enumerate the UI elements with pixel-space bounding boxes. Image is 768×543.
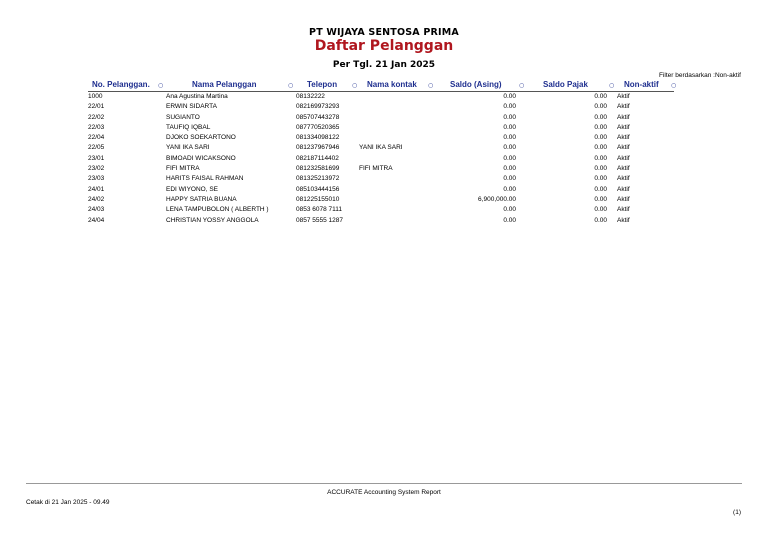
cell-nama: HAPPY SATRIA BUANA: [166, 195, 237, 203]
cell-status: Aktif: [617, 123, 630, 131]
cell-telepon: 081232581699: [296, 165, 340, 173]
table-row[interactable]: [0, 92, 768, 102]
cell-telepon: 081334098122: [296, 134, 340, 142]
cell-telepon: 0853 6078 7111: [296, 206, 343, 214]
col-header-pajak[interactable]: Saldo Pajak: [543, 80, 588, 89]
table-row[interactable]: [0, 174, 768, 184]
table-row[interactable]: [0, 185, 768, 195]
cell-status: Aktif: [617, 206, 630, 214]
table-row[interactable]: [0, 195, 768, 205]
cell-saldo: 0.00: [503, 93, 516, 100]
footer-page-number: (1): [733, 509, 741, 516]
table-row[interactable]: [0, 216, 768, 226]
cell-pajak: 0.00: [594, 154, 607, 162]
cell-pajak: 0.00: [594, 216, 607, 224]
cell-no: 24/03: [88, 206, 105, 214]
cell-status: Aktif: [617, 113, 630, 121]
sort-circle-icon[interactable]: ○: [352, 82, 358, 89]
col-header-no[interactable]: No. Pelanggan.: [92, 80, 150, 89]
cell-nama: FIFI MITRA: [166, 165, 200, 173]
table-row[interactable]: [0, 143, 768, 153]
cell-pajak: 0.00: [594, 134, 607, 142]
customer-table: [0, 92, 768, 226]
cell-telepon: 0857 5555 1287: [296, 216, 343, 224]
cell-saldo: 6,900,000.00: [478, 195, 516, 203]
cell-saldo: 0.00: [503, 154, 516, 162]
cell-telepon: 085103444156: [296, 185, 340, 193]
cell-telepon: 082169973293: [296, 103, 340, 111]
cell-no: 22/02: [88, 113, 105, 121]
cell-nama: EDI WIYONO, SE: [166, 185, 219, 193]
cell-pajak: 0.00: [594, 144, 607, 152]
cell-no: 22/04: [88, 134, 105, 142]
col-header-telepon[interactable]: Telepon: [307, 80, 338, 89]
cell-no: 24/04: [88, 216, 105, 224]
sort-circle-icon[interactable]: ○: [288, 82, 294, 89]
cell-pajak: 0.00: [594, 113, 607, 121]
footer-app-name: ACCURATE Accounting System Report: [327, 489, 441, 496]
cell-status: Aktif: [617, 165, 630, 173]
company-name: PT WIJAYA SENTOSA PRIMA: [309, 27, 459, 38]
cell-saldo: 0.00: [503, 165, 516, 173]
cell-pajak: 0.00: [594, 195, 607, 203]
cell-nama: SUGIANTO: [166, 113, 200, 121]
cell-nama: TAUFIQ IQBAL: [166, 123, 211, 131]
cell-pajak: 0.00: [594, 123, 607, 131]
cell-telepon: 08132222: [296, 93, 325, 100]
cell-nama: CHRISTIAN YOSSY ANGGOLA: [166, 216, 259, 224]
cell-nama: DJOKO SOEKARTONO: [166, 134, 236, 142]
cell-saldo: 0.00: [503, 175, 516, 183]
cell-status: Aktif: [617, 144, 630, 152]
cell-no: 23/02: [88, 165, 105, 173]
cell-no: 23/03: [88, 175, 105, 183]
cell-telepon: 085707443278: [296, 113, 340, 121]
cell-nama: ERWIN SIDARTA: [166, 103, 217, 111]
cell-no: 1000: [88, 93, 103, 100]
cell-status: Aktif: [617, 175, 630, 183]
cell-nama: BIMOADI WICAKSONO: [166, 154, 236, 162]
cell-pajak: 0.00: [594, 185, 607, 193]
table-row[interactable]: [0, 154, 768, 164]
cell-telepon: 081325213972: [296, 175, 340, 183]
cell-saldo: 0.00: [503, 206, 516, 214]
cell-no: 22/03: [88, 123, 105, 131]
cell-pajak: 0.00: [594, 165, 607, 173]
cell-saldo: 0.00: [503, 144, 516, 152]
cell-saldo: 0.00: [503, 103, 516, 111]
cell-nama: HARITS FAISAL RAHMAN: [166, 175, 244, 183]
cell-saldo: 0.00: [503, 123, 516, 131]
sort-circle-icon[interactable]: ○: [609, 82, 615, 89]
col-header-saldo[interactable]: Saldo (Asing): [450, 80, 502, 89]
cell-nama: YANI IKA SARI: [166, 144, 210, 152]
table-row[interactable]: [0, 205, 768, 215]
table-row[interactable]: [0, 133, 768, 143]
report-title: Daftar Pelanggan: [314, 38, 454, 54]
cell-pajak: 0.00: [594, 175, 607, 183]
table-row[interactable]: [0, 164, 768, 174]
cell-saldo: 0.00: [503, 113, 516, 121]
filter-note: Filter berdasarkan :Non-aktif: [658, 72, 741, 79]
col-header-nonaktif[interactable]: Non-aktif: [624, 80, 659, 89]
cell-telepon: 082187114402: [296, 154, 339, 162]
cell-pajak: 0.00: [594, 103, 607, 111]
sort-circle-icon[interactable]: ○: [158, 82, 164, 89]
col-header-kontak[interactable]: Nama kontak: [367, 80, 417, 89]
cell-nama: Ana Agustina Martina: [166, 93, 228, 100]
cell-telepon: 087770520365: [296, 123, 340, 131]
cell-status: Aktif: [617, 93, 630, 100]
cell-no: 23/01: [88, 154, 105, 162]
cell-no: 22/01: [88, 103, 105, 111]
cell-no: 22/05: [88, 144, 105, 152]
table-row[interactable]: [0, 123, 768, 133]
cell-telepon: 081237967946: [296, 144, 340, 152]
cell-kontak: FIFI MITRA: [359, 165, 393, 173]
footer-print-date: Cetak di 21 Jan 2025 - 09.49: [26, 499, 110, 506]
col-header-nama[interactable]: Nama Pelanggan: [192, 80, 257, 89]
cell-pajak: 0.00: [594, 206, 607, 214]
cell-status: Aktif: [617, 185, 630, 193]
cell-saldo: 0.00: [503, 185, 516, 193]
footer-divider: [26, 483, 742, 484]
cell-no: 24/01: [88, 185, 105, 193]
cell-saldo: 0.00: [503, 216, 516, 224]
sort-circle-icon[interactable]: ○: [519, 82, 525, 89]
cell-status: Aktif: [617, 154, 630, 162]
cell-kontak: YANI IKA SARI: [359, 144, 403, 152]
cell-status: Aktif: [617, 216, 630, 224]
cell-nama: LENA TAMPUBOLON ( ALBERTH ): [166, 206, 269, 214]
report-date: Per Tgl. 21 Jan 2025: [332, 60, 436, 70]
sort-circle-icon[interactable]: ○: [428, 82, 434, 89]
cell-status: Aktif: [617, 195, 630, 203]
table-row[interactable]: [0, 113, 768, 123]
cell-telepon: 081225155010: [296, 195, 340, 203]
table-row[interactable]: [0, 102, 768, 112]
cell-status: Aktif: [617, 134, 630, 142]
cell-saldo: 0.00: [503, 134, 516, 142]
cell-no: 24/02: [88, 195, 105, 203]
cell-status: Aktif: [617, 103, 630, 111]
cell-pajak: 0.00: [594, 93, 607, 100]
sort-circle-icon[interactable]: ○: [671, 82, 677, 89]
